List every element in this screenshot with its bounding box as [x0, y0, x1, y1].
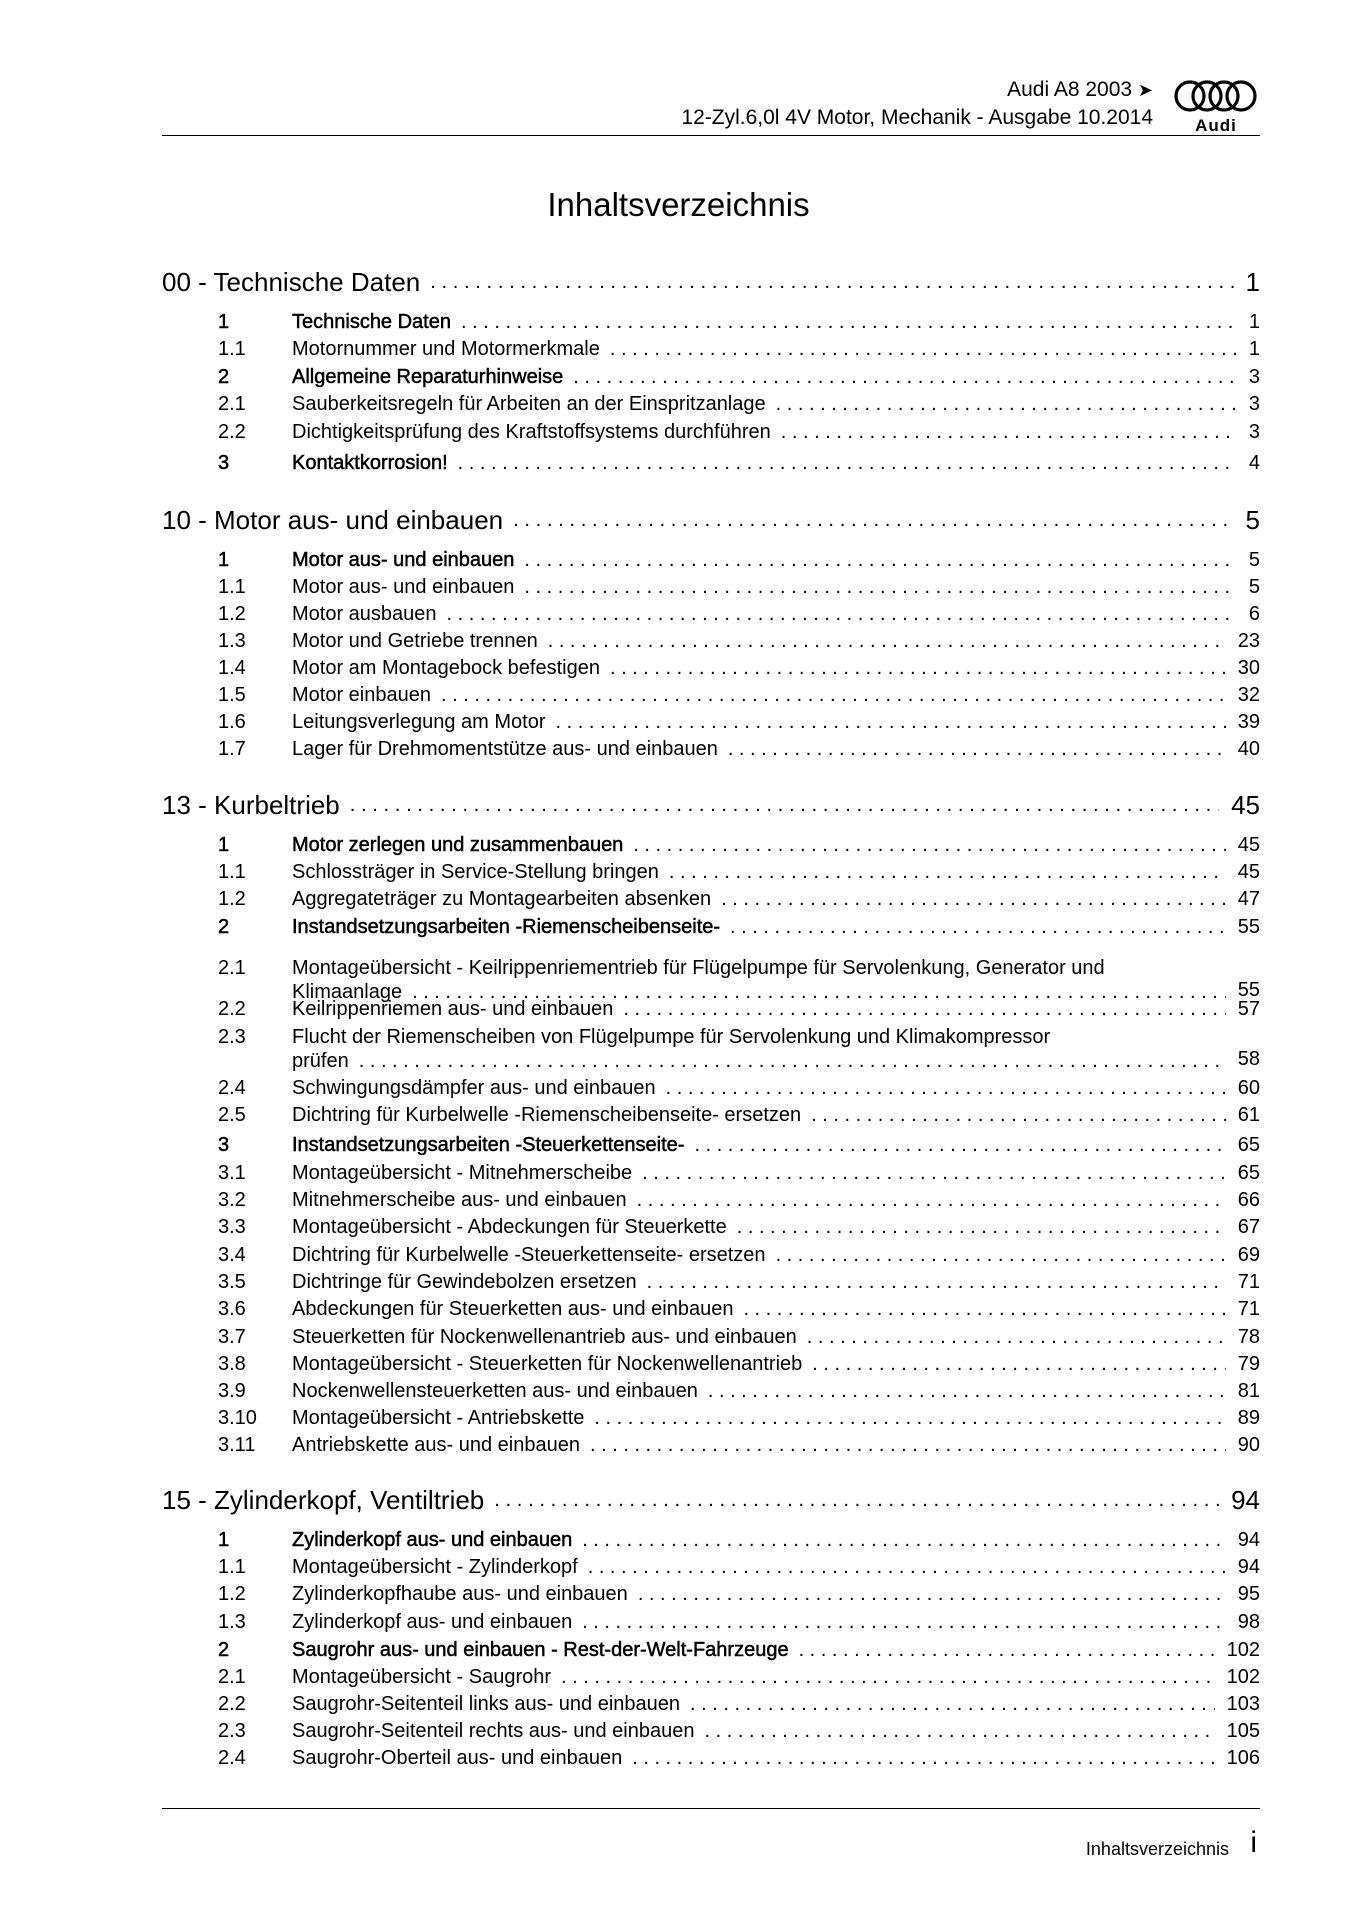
- toc-number: 3.8: [218, 1353, 246, 1375]
- toc-title: Montageübersicht - Abdeckungen für Steuerkette: [292, 1216, 727, 1238]
- toc-page-number: 57: [1237, 998, 1260, 1020]
- toc-number: 3.2: [218, 1189, 246, 1211]
- toc-leader-dots: [430, 265, 1233, 299]
- toc-title: Motor ausbauen: [292, 603, 437, 625]
- audi-logo-text: Audi: [1195, 116, 1237, 135]
- toc-page-number: 103: [1226, 1693, 1260, 1715]
- toc-subsection[interactable]: [162, 336, 1260, 362]
- toc-title: Montageübersicht - Mitnehmerscheibe: [292, 1162, 633, 1184]
- toc-page-number: 5: [1248, 549, 1260, 571]
- toc-title: Zylinderkopf aus- und einbauen: [292, 1529, 573, 1551]
- toc-title: Allgemeine Reparaturhinweise: [292, 366, 564, 388]
- audi-rings-icon: [1170, 76, 1262, 116]
- toc-leader-dots: [548, 628, 1226, 654]
- page-title: Inhaltsverzeichnis: [547, 186, 810, 223]
- toc-subsection[interactable]: [162, 1324, 1260, 1350]
- toc-title: Motornummer und Motormerkmale: [292, 338, 600, 360]
- toc-page-number: 90: [1237, 1434, 1260, 1456]
- toc-page-number: 1: [1248, 338, 1260, 360]
- toc-leader-dots: [447, 601, 1237, 627]
- toc-chapter-title: 15 - Zylinderkopf, Ventiltrieb: [162, 1485, 485, 1515]
- toc-leader-dots: [590, 1432, 1226, 1458]
- toc-title: Instandsetzungsarbeiten -Riemenscheibenseite-: [292, 916, 721, 938]
- toc-page-number: 102: [1226, 1639, 1260, 1661]
- toc-section[interactable]: [162, 547, 1260, 573]
- toc-page-number: 89: [1237, 1407, 1260, 1429]
- toc-title: Technische Daten: [292, 311, 451, 333]
- toc-leader-dots: [610, 336, 1237, 362]
- toc-title: Motor am Montagebock befestigen: [292, 657, 600, 679]
- toc-subsection[interactable]: [162, 419, 1260, 445]
- toc-number: 3.10: [218, 1407, 257, 1429]
- toc-title: Saugrohr-Seitenteil rechts aus- und einbauen: [292, 1720, 695, 1742]
- toc-number: 2.1: [218, 1666, 246, 1688]
- toc-page-number: 69: [1237, 1244, 1260, 1266]
- toc-section[interactable]: [162, 1527, 1260, 1553]
- toc-leader-dots: [799, 1637, 1215, 1663]
- toc-subsection[interactable]: [162, 1296, 1260, 1322]
- toc-chapter[interactable]: [162, 265, 1260, 299]
- toc-title: Lager für Drehmomentstütze aus- und einbauen: [292, 738, 718, 760]
- toc-subsection[interactable]: [162, 1691, 1260, 1717]
- toc-number: 3.4: [218, 1244, 246, 1266]
- toc-title: Motor einbauen: [292, 684, 431, 706]
- toc-chapter-title: 00 - Technische Daten: [162, 267, 421, 297]
- toc-chapter[interactable]: [162, 788, 1260, 822]
- toc-leader-dots: [637, 1187, 1226, 1213]
- toc-subsection[interactable]: [162, 1609, 1260, 1635]
- toc-subsection[interactable]: [162, 1745, 1260, 1771]
- toc-page-number: 66: [1237, 1189, 1260, 1211]
- toc-leader-dots: [730, 914, 1226, 940]
- toc-leader-dots: [666, 1075, 1226, 1101]
- toc-title: Abdeckungen für Steuerketten aus- und einbauen: [292, 1298, 734, 1320]
- toc-number: 1.6: [218, 711, 246, 733]
- toc-subsection[interactable]: [162, 886, 1260, 912]
- toc-leader-dots: [708, 1378, 1226, 1404]
- toc-number: 1.1: [218, 576, 246, 598]
- toc-number: 2: [218, 916, 230, 938]
- toc-page-number: 5: [1245, 505, 1260, 535]
- toc-number: 2.5: [218, 1104, 246, 1126]
- toc-leader-dots: [812, 1351, 1225, 1377]
- toc-page-number: 71: [1237, 1298, 1260, 1320]
- toc-subsection[interactable]: [162, 1718, 1260, 1744]
- toc-number: 2.1: [218, 957, 246, 979]
- toc-leader-dots: [776, 391, 1237, 417]
- footer-label: Inhaltsverzeichnis: [1085, 1839, 1229, 1859]
- toc-subsection[interactable]: [162, 736, 1260, 762]
- toc-section[interactable]: [162, 832, 1260, 858]
- toc-section[interactable]: [162, 364, 1260, 390]
- toc-title: Zylinderkopfhaube aus- und einbauen: [292, 1583, 628, 1605]
- toc-leader-dots: [350, 788, 1219, 822]
- toc-page-number: 94: [1237, 1556, 1260, 1578]
- toc-leader-dots: [561, 1664, 1215, 1690]
- toc-leader-dots: [728, 736, 1226, 762]
- toc-leader-dots: [573, 364, 1237, 390]
- toc-title-continued: Klimaanlage: [292, 981, 403, 1003]
- toc-leader-dots: [694, 1132, 1225, 1158]
- toc-title: Mitnehmerscheibe aus- und einbauen: [292, 1189, 627, 1211]
- toc-page-number: 40: [1237, 738, 1260, 760]
- toc-title: Leitungsverlegung am Motor: [292, 711, 546, 733]
- toc-subsection[interactable]: [162, 1554, 1260, 1580]
- toc-number: 2.2: [218, 998, 246, 1020]
- footer-page-number: i: [1250, 1826, 1257, 1859]
- toc-page-number: 3: [1248, 366, 1260, 388]
- toc-page-number: 81: [1237, 1380, 1260, 1402]
- toc-section[interactable]: [162, 450, 1260, 476]
- toc-number: 3.6: [218, 1298, 246, 1320]
- toc-page-number: 65: [1237, 1134, 1260, 1156]
- toc-number: 1: [218, 834, 230, 856]
- toc-subsection[interactable]: [162, 1405, 1260, 1431]
- toc-title: Montageübersicht - Antriebskette: [292, 1407, 585, 1429]
- toc-title: Motor aus- und einbauen: [292, 576, 515, 598]
- toc-title: Dichtring für Kurbelwelle -Riemenscheibenseite- ersetzen: [292, 1104, 802, 1126]
- toc-leader-dots: [811, 1102, 1226, 1128]
- toc-number: 2.4: [218, 1747, 246, 1769]
- toc-number: 1.1: [218, 338, 246, 360]
- toc-number: 1: [218, 1529, 230, 1551]
- toc-number: 1.3: [218, 1611, 246, 1633]
- toc-subsection[interactable]: [162, 1160, 1260, 1186]
- toc-title: Aggregateträger zu Montagearbeiten absenken: [292, 888, 712, 910]
- toc-number: 1.4: [218, 657, 246, 679]
- toc-leader-dots: [513, 503, 1233, 537]
- toc-page-number: 3: [1248, 393, 1260, 415]
- toc-page-number: 98: [1237, 1611, 1260, 1633]
- toc-number: 3.3: [218, 1216, 246, 1238]
- toc-title: Zylinderkopf aus- und einbauen: [292, 1611, 573, 1633]
- toc-leader-dots: [781, 419, 1237, 445]
- toc-leader-dots: [638, 1581, 1226, 1607]
- toc-number: 3.9: [218, 1380, 246, 1402]
- toc-number: 1.5: [218, 684, 246, 706]
- toc-page-number: 106: [1226, 1747, 1260, 1769]
- toc-subsection[interactable]: [162, 1351, 1260, 1377]
- toc-subsection[interactable]: [162, 1664, 1260, 1690]
- toc-page-number: 32: [1237, 684, 1260, 706]
- toc-subsection[interactable]: [162, 574, 1260, 600]
- toc-page-number: 1: [1248, 311, 1260, 333]
- toc-leader-dots: [524, 574, 1237, 600]
- toc-leader-dots: [690, 1691, 1215, 1717]
- toc-title: Montageübersicht - Keilrippenriementrieb für Flügelpumpe für Servolenkung, Generator und: [292, 957, 1105, 979]
- toc-number: 2.4: [218, 1077, 246, 1099]
- toc-page-number: 45: [1237, 834, 1260, 856]
- toc-leader-dots: [582, 1527, 1226, 1553]
- toc-page-number: 55: [1237, 979, 1260, 1001]
- toc-title: Dichtigkeitsprüfung des Kraftstoffsystems durchführen: [292, 421, 771, 443]
- toc-leader-dots: [776, 1242, 1226, 1268]
- toc-number: 2.1: [218, 393, 246, 415]
- toc-leader-dots: [594, 1405, 1225, 1431]
- toc-page-number: 102: [1226, 1666, 1260, 1688]
- toc-title: Saugrohr-Seitenteil links aus- und einbauen: [292, 1693, 681, 1715]
- toc-page-number: 3: [1248, 421, 1260, 443]
- toc-leader-dots: [633, 832, 1225, 858]
- toc-subsection[interactable]: [162, 1102, 1260, 1128]
- toc-chapter[interactable]: [162, 1483, 1260, 1517]
- toc-leader-dots: [588, 1554, 1226, 1580]
- toc-page-number: 45: [1237, 861, 1260, 883]
- toc-title: Instandsetzungsarbeiten -Steuerkettenseite-: [292, 1134, 685, 1156]
- toc-leader-dots: [623, 996, 1225, 1022]
- toc-subsection[interactable]: [162, 655, 1260, 681]
- toc-leader-dots: [494, 1483, 1219, 1517]
- toc-leader-dots: [647, 1269, 1226, 1295]
- toc-title: Saugrohr-Oberteil aus- und einbauen: [292, 1747, 623, 1769]
- toc-title: Dichtringe für Gewindebolzen ersetzen: [292, 1271, 637, 1293]
- toc-leader-dots: [461, 309, 1237, 335]
- header-rule: [162, 135, 1260, 136]
- toc-subsection[interactable]: [162, 391, 1260, 417]
- toc-leader-dots: [743, 1296, 1225, 1322]
- toc-page-number: 30: [1237, 657, 1260, 679]
- toc-page-number: 67: [1237, 1216, 1260, 1238]
- toc-number: 1.3: [218, 630, 246, 652]
- toc-section[interactable]: [162, 309, 1260, 335]
- toc-number: 3.1: [218, 1162, 246, 1184]
- toc-page-number: 71: [1237, 1271, 1260, 1293]
- toc-number: 1: [218, 549, 230, 571]
- toc-subsection[interactable]: [162, 601, 1260, 627]
- toc-title: Montageübersicht - Saugrohr: [292, 1666, 552, 1688]
- toc-page-number: 55: [1237, 916, 1260, 938]
- toc-subsection[interactable]: [162, 1378, 1260, 1404]
- toc-leader-dots: [737, 1214, 1226, 1240]
- toc-leader-dots: [669, 859, 1226, 885]
- toc-leader-dots: [704, 1718, 1214, 1744]
- toc-leader-dots: [359, 1050, 1226, 1072]
- toc-title: Antriebskette aus- und einbauen: [292, 1434, 580, 1456]
- toc-chapter-title: 13 - Kurbeltrieb: [162, 790, 340, 820]
- toc-subsection[interactable]: [162, 1242, 1260, 1268]
- toc-subsection[interactable]: [162, 682, 1260, 708]
- toc-page-number: 47: [1237, 888, 1260, 910]
- toc-title: Motor aus- und einbauen: [292, 549, 515, 571]
- toc-number: 1.2: [218, 603, 246, 625]
- toc-leader-dots: [458, 450, 1237, 476]
- toc-page-number: 23: [1237, 630, 1260, 652]
- toc-subsection[interactable]: [162, 1269, 1260, 1295]
- toc-title: Nockenwellensteuerketten aus- und einbauen: [292, 1380, 698, 1402]
- toc-title: Motor zerlegen und zusammenbauen: [292, 834, 624, 856]
- footer-rule: [162, 1808, 1260, 1809]
- toc-chapter-title: 10 - Motor aus- und einbauen: [162, 505, 504, 535]
- toc-title: Saugrohr aus- und einbauen - Rest-der-Welt-Fahrzeuge: [292, 1639, 789, 1661]
- toc-page-number: 5: [1248, 576, 1260, 598]
- toc-number: 3: [218, 452, 230, 474]
- toc-page-number: 105: [1226, 1720, 1260, 1742]
- toc-section[interactable]: [162, 914, 1260, 940]
- toc-page-number: 45: [1231, 790, 1260, 820]
- toc-subsection[interactable]: [162, 1075, 1260, 1101]
- arrow-icon: ➤: [1137, 80, 1153, 100]
- toc-page-number: 6: [1248, 603, 1260, 625]
- toc-number: 1: [218, 311, 230, 333]
- toc-subsection[interactable]: [162, 996, 1260, 1022]
- toc-title: Schwingungsdämpfer aus- und einbauen: [292, 1077, 656, 1099]
- toc-subsection[interactable]: [162, 1432, 1260, 1458]
- toc-number: 3: [218, 1134, 230, 1156]
- toc-section[interactable]: [162, 1637, 1260, 1663]
- toc-page-number: 78: [1237, 1326, 1260, 1348]
- toc-title: Montageübersicht - Steuerketten für Nockenwellenantrieb: [292, 1353, 803, 1375]
- toc-leader-dots: [582, 1609, 1226, 1635]
- toc-leader-dots: [610, 655, 1226, 681]
- toc-subsection[interactable]: [162, 628, 1260, 654]
- toc-number: 1.1: [218, 1556, 246, 1578]
- toc-title: Montageübersicht - Zylinderkopf: [292, 1556, 578, 1578]
- toc-title: Motor und Getriebe trennen: [292, 630, 538, 652]
- toc-page-number: 61: [1237, 1104, 1260, 1126]
- toc-title: Dichtring für Kurbelwelle -Steuerkettenseite- ersetzen: [292, 1244, 766, 1266]
- toc-number: 1.2: [218, 1583, 246, 1605]
- toc-number: 2: [218, 366, 230, 388]
- toc-title: Flucht der Riemenscheiben von Flügelpumpe für Servolenkung und Klimakompressor: [292, 1026, 1051, 1048]
- audi-logo: [1170, 76, 1262, 138]
- toc-title-continued: prüfen: [292, 1050, 349, 1072]
- toc-title: Keilrippenriemen aus- und einbauen: [292, 998, 614, 1020]
- header-model: [660, 77, 1153, 103]
- toc-subsection[interactable]: [162, 709, 1260, 735]
- toc-page-number: 60: [1237, 1077, 1260, 1099]
- toc-page-number: 94: [1237, 1529, 1260, 1551]
- toc-subsection[interactable]: [162, 1187, 1260, 1213]
- toc-subsection[interactable]: [162, 1214, 1260, 1240]
- toc-title: Schlossträger in Service-Stellung bringen: [292, 861, 659, 883]
- toc-subsection[interactable]: [162, 859, 1260, 885]
- toc-number: 2: [218, 1639, 230, 1661]
- toc-section[interactable]: [162, 1132, 1260, 1158]
- toc-page-number: 58: [1237, 1048, 1260, 1070]
- toc-title: Kontaktkorrosion!: [292, 452, 448, 474]
- toc-number: 3.11: [218, 1434, 256, 1456]
- header-subtitle: 12-Zyl.6,0l 4V Motor, Mechanik - Ausgabe 10.2014: [681, 106, 1153, 129]
- toc-number: 2.3: [218, 1720, 246, 1742]
- toc-title: Sauberkeitsregeln für Arbeiten an der Einspritzanlage: [292, 393, 766, 415]
- toc-chapter[interactable]: [162, 503, 1260, 537]
- toc-leader-dots: [721, 886, 1226, 912]
- toc-leader-dots: [441, 682, 1226, 708]
- toc-number: 2.2: [218, 421, 246, 443]
- toc-leader-dots: [632, 1745, 1214, 1771]
- toc-page-number: 79: [1237, 1353, 1260, 1375]
- toc-page-number: 65: [1237, 1162, 1260, 1184]
- toc-number: 1.7: [218, 738, 246, 760]
- toc-page-number: 94: [1231, 1485, 1260, 1515]
- toc-page-number: 1: [1245, 267, 1260, 297]
- toc-leader-dots: [524, 547, 1237, 573]
- toc-leader-dots: [642, 1160, 1226, 1186]
- toc-number: 2.3: [218, 1026, 246, 1048]
- toc-subsection[interactable]: [162, 1581, 1260, 1607]
- toc-number: 2.2: [218, 1693, 246, 1715]
- toc-page-number: 4: [1248, 452, 1260, 474]
- toc-number: 3.5: [218, 1271, 246, 1293]
- toc-title: Steuerketten für Nockenwellenantrieb aus- und einbauen: [292, 1326, 797, 1348]
- toc-number: 1.2: [218, 888, 246, 910]
- toc-leader-dots: [555, 709, 1225, 735]
- toc-number: 3.7: [218, 1326, 246, 1348]
- toc-subsection[interactable]: [162, 1024, 1260, 1072]
- toc-number: 1.1: [218, 861, 246, 883]
- toc-leader-dots: [807, 1324, 1226, 1350]
- toc-page-number: 95: [1237, 1583, 1260, 1605]
- header-model-text: Audi A8 2003: [1007, 78, 1133, 101]
- toc-page-number: 39: [1237, 711, 1260, 733]
